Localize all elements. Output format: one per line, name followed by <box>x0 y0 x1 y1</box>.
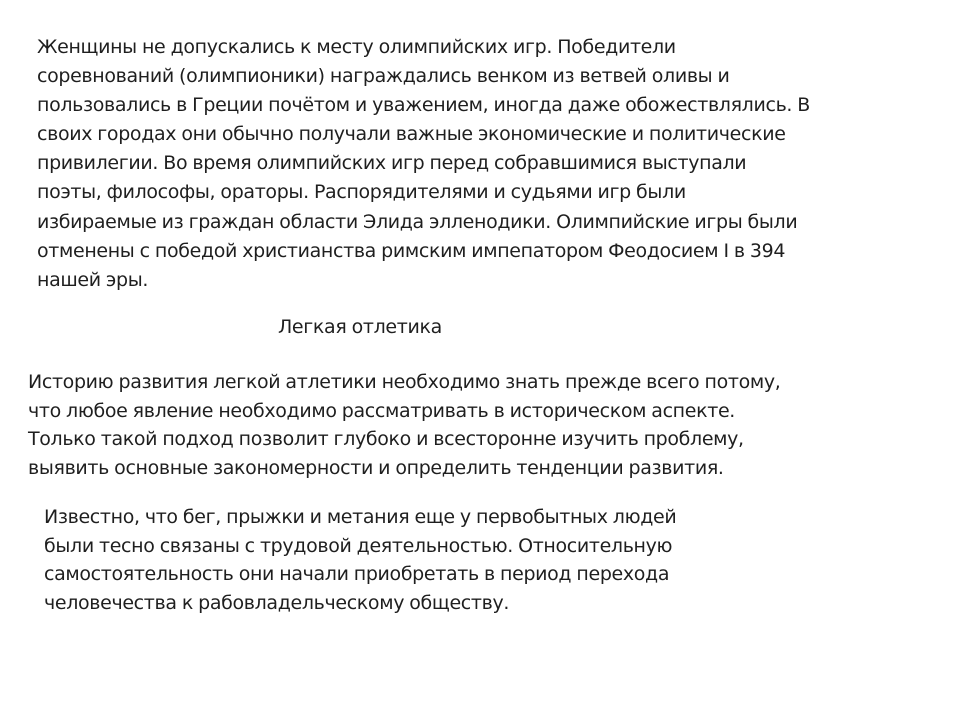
text-line: Историю развития легкой атлетики необходимо знать прежде всего потому, <box>28 371 781 393</box>
section-heading: Легкая отлетика <box>278 316 442 338</box>
text-line: выявить основные закономерности и определить тенденции развития. <box>28 456 724 479</box>
text-line: избираемые из граждан области Элида элленодики. Олимпийские игры были <box>37 210 798 233</box>
paragraph-olympics <box>37 33 810 295</box>
text-line: своих городах они обычно получали важные экономические и политические <box>37 123 786 146</box>
text-line: Только такой подход позволит глубоко и всесторонне изучить проблему, <box>28 428 744 451</box>
text-line: Известно, что бег, прыжки и метания еще у первобытных людей <box>44 506 677 528</box>
text-line: были тесно связаны с трудовой деятельностью. Относительную <box>44 534 673 557</box>
text-line: человечества к рабовладельческому обществу. <box>44 591 510 614</box>
text-line: что любое явление необходимо рассматривать в историческом аспекте. <box>28 399 735 422</box>
text-line: поэты, философы, ораторы. Распорядителями и судьями игр были <box>37 181 686 204</box>
paragraph-primitive-origins <box>44 503 676 617</box>
text-line: нашей эры. <box>37 268 149 291</box>
text-line: привилегии. Во время олимпийских игр перед собравшимися выступали <box>37 152 747 175</box>
text-line: соревнований (олимпионики) награждались венком из ветвей оливы и <box>37 65 730 88</box>
text-line: отменены с победой христианства римским импепатором Феодосием I в 394 <box>37 239 786 262</box>
paragraph-athletics-history <box>28 368 780 482</box>
text-line: самостоятельность они начали приобретать в период перехода <box>44 563 670 586</box>
text-line: Женщины не допускались к месту олимпийских игр. Победители <box>37 36 676 58</box>
text-line: пользовались в Греции почётом и уважением, иногда даже обожествлялись. В <box>37 94 810 117</box>
